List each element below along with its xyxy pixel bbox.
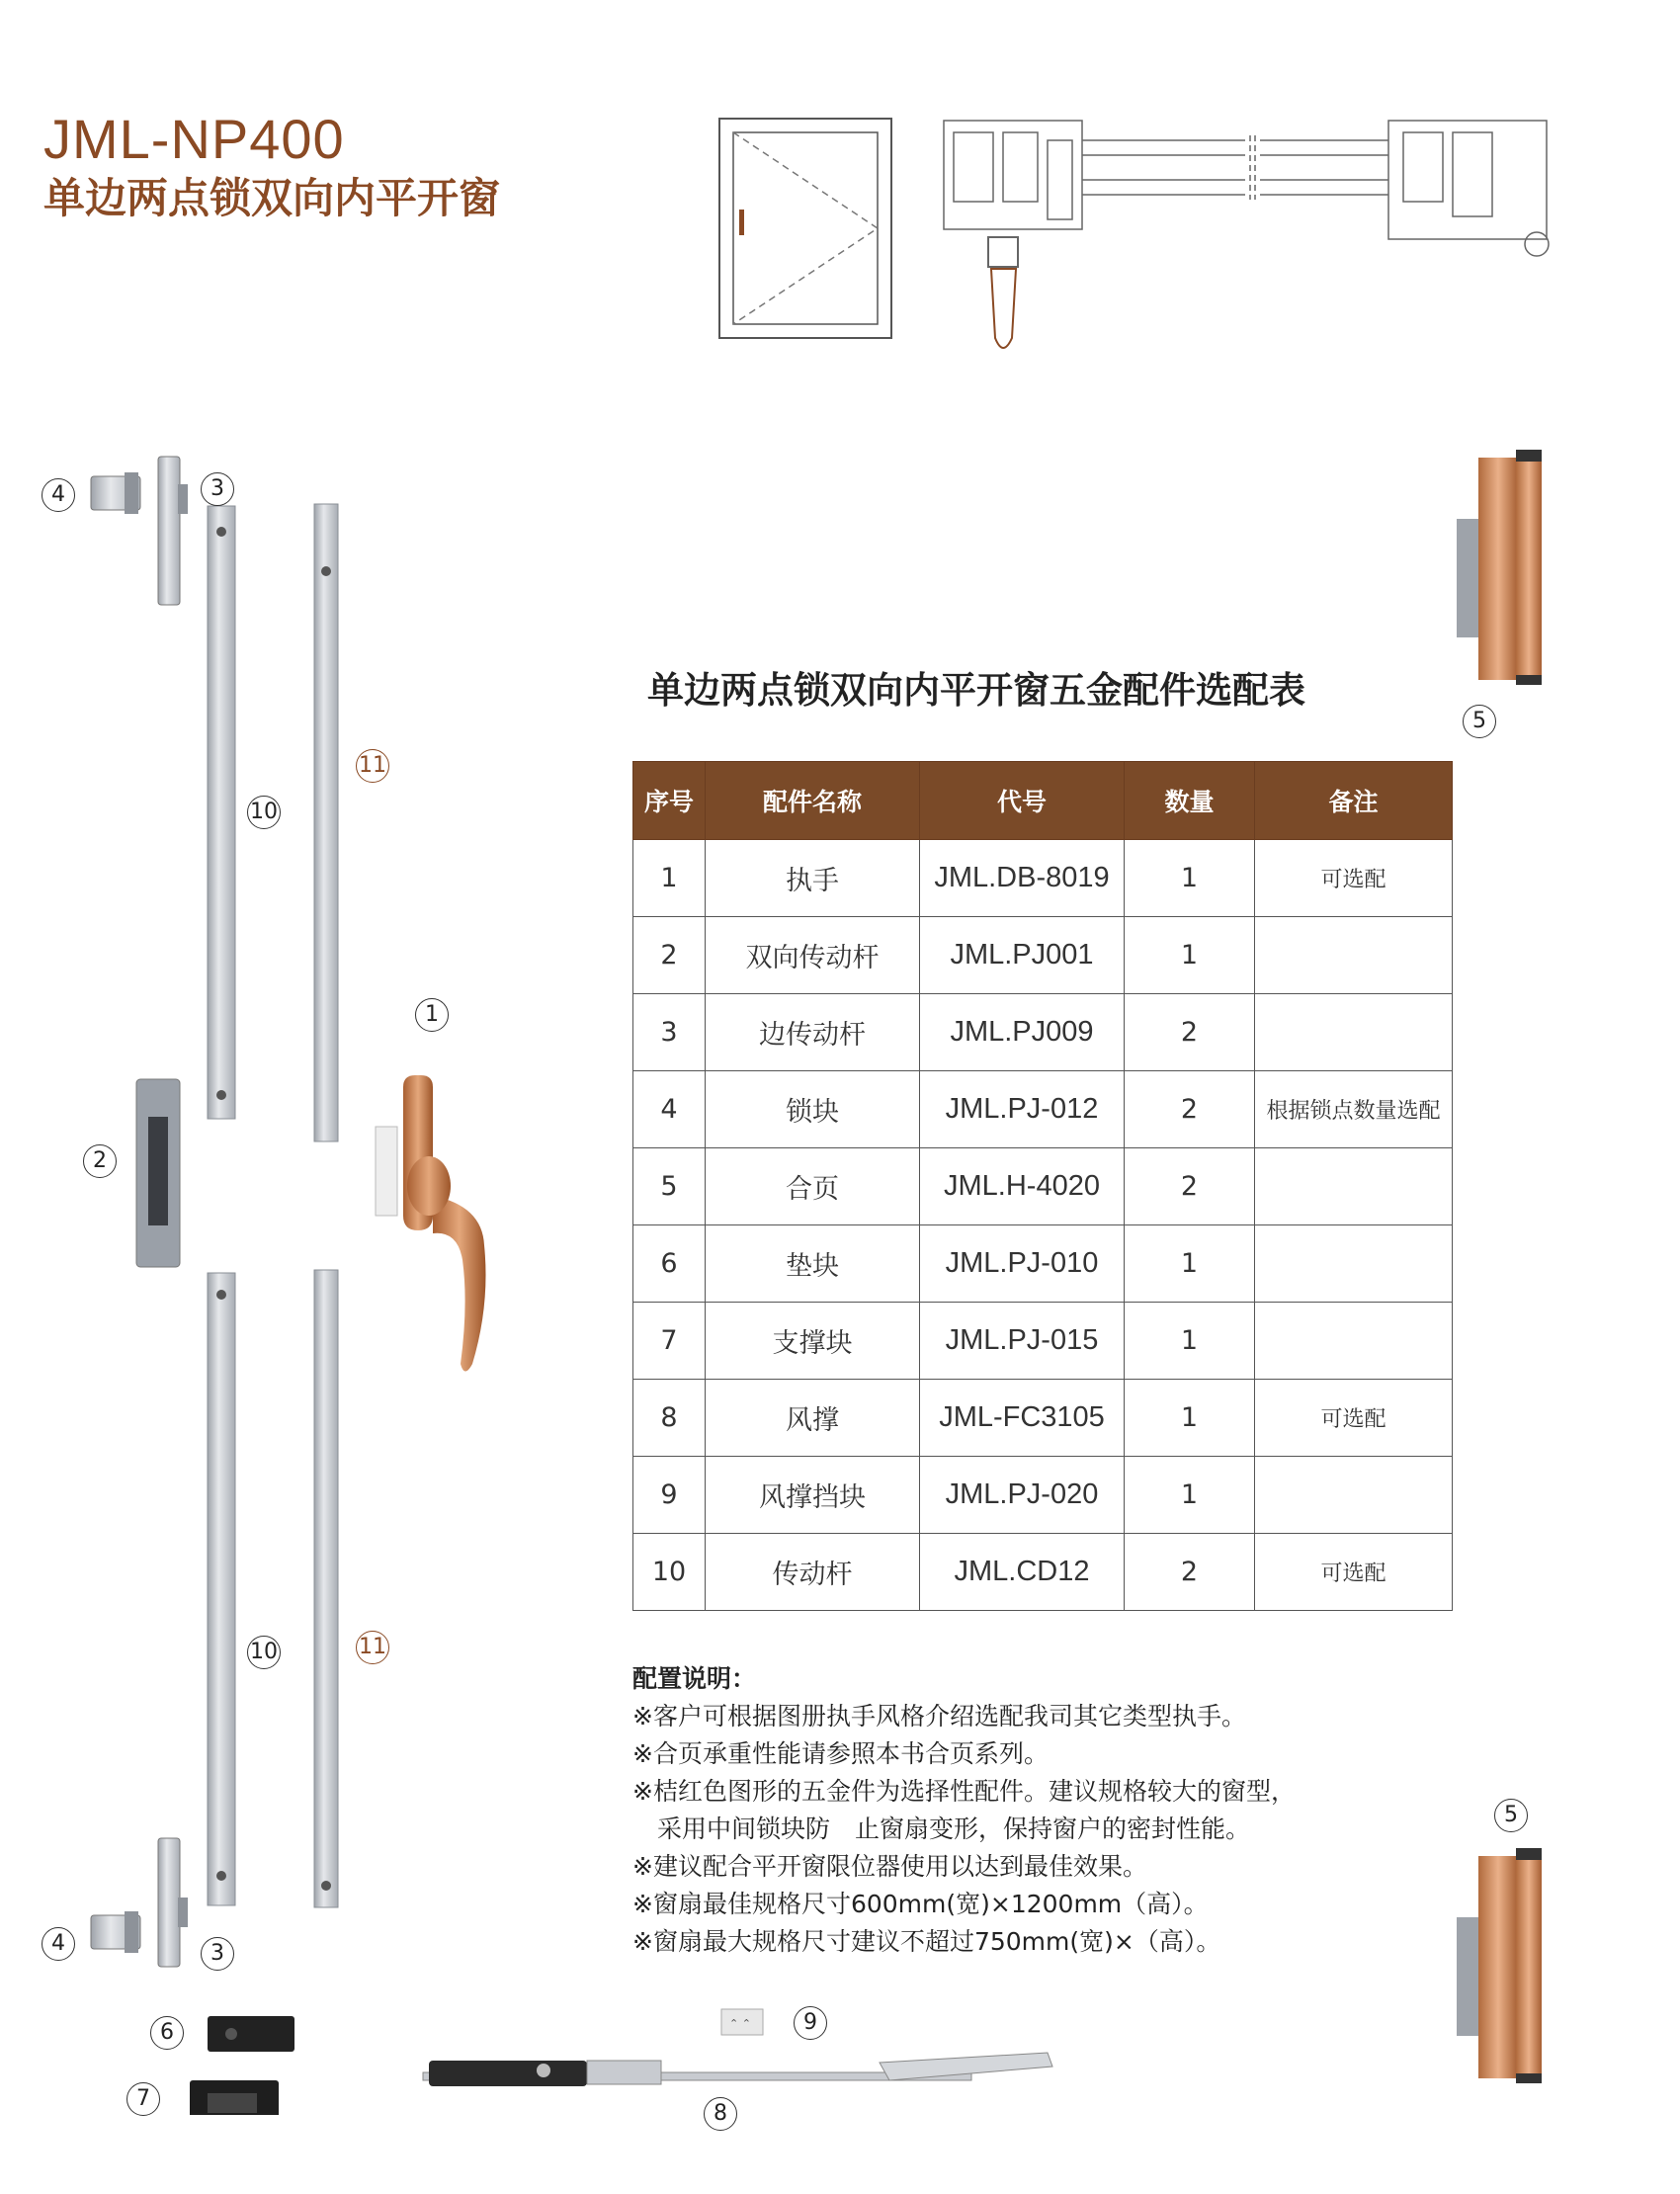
cell-qty: 1	[1125, 1225, 1255, 1303]
cell-qty: 1	[1125, 840, 1255, 917]
cell-no: 3	[633, 994, 706, 1071]
cell-code: JML-FC3105	[920, 1380, 1125, 1457]
cell-name: 垫块	[706, 1225, 920, 1303]
cell-note: 可选配	[1255, 1534, 1453, 1611]
callout-3-bottom: 3	[201, 1937, 234, 1971]
edge-rod-top-icon	[158, 457, 188, 605]
lock-block-bottom-icon	[91, 1911, 140, 1953]
cell-no: 9	[633, 1457, 706, 1534]
table-row	[633, 917, 1453, 994]
callout-11-top: 11	[356, 749, 389, 783]
callout-2: 2	[83, 1144, 117, 1178]
callout-6: 6	[150, 2016, 184, 2050]
note-line: ※窗扇最佳规格尺寸600mm(宽)×1200mm（高）。	[632, 1890, 1209, 1918]
cell-no: 6	[633, 1225, 706, 1303]
table-row	[633, 1380, 1453, 1457]
cell-name: 锁块	[706, 1071, 920, 1148]
window-elevation-diagram	[719, 119, 891, 338]
cell-note	[1255, 1303, 1453, 1380]
edge-rod-bottom-icon	[158, 1838, 188, 1967]
callout-4-bottom: 4	[42, 1927, 75, 1961]
cell-code: JML.CD12	[920, 1534, 1125, 1611]
header-name: 配件名称	[706, 762, 920, 840]
cell-name: 合页	[706, 1148, 920, 1225]
configuration-notes	[632, 1660, 1296, 1961]
cell-no: 8	[633, 1380, 706, 1457]
header-note: 备注	[1255, 762, 1453, 840]
lock-block-top-icon	[91, 472, 140, 514]
notes-heading: 配置说明：	[632, 1664, 757, 1693]
table-row	[633, 840, 1453, 917]
cell-code: JML.PJ001	[920, 917, 1125, 994]
cell-name: 双向传动杆	[706, 917, 920, 994]
callout-7: 7	[126, 2082, 160, 2116]
support-block-icon	[190, 2080, 279, 2115]
table-row	[633, 1534, 1453, 1611]
handle-icon	[374, 1067, 512, 1384]
cell-note	[1255, 1457, 1453, 1534]
cell-name: 风撑挡块	[706, 1457, 920, 1534]
cell-code: JML.H-4020	[920, 1148, 1125, 1225]
cell-code: JML.PJ009	[920, 994, 1125, 1071]
cell-note	[1255, 1225, 1453, 1303]
callout-10-bottom: 10	[247, 1636, 281, 1669]
cell-qty: 2	[1125, 1534, 1255, 1611]
cell-code: JML.PJ-015	[920, 1303, 1125, 1380]
parts-table	[632, 761, 1453, 1611]
callout-3-top: 3	[201, 472, 234, 506]
cell-name: 边传动杆	[706, 994, 920, 1071]
cell-qty: 2	[1125, 994, 1255, 1071]
cell-code: JML.PJ-010	[920, 1225, 1125, 1303]
cell-code: JML.DB-8019	[920, 840, 1125, 917]
cell-no: 4	[633, 1071, 706, 1148]
cell-qty: 2	[1125, 1148, 1255, 1225]
callout-5-top: 5	[1463, 705, 1496, 738]
cell-name: 风撑	[706, 1380, 920, 1457]
note-line: ※桔红色图形的五金件为选择性配件。建议规格较大的窗型，	[632, 1777, 1296, 1806]
note-line: ※建议配合平开窗限位器使用以达到最佳效果。	[632, 1852, 1147, 1881]
cell-qty: 2	[1125, 1071, 1255, 1148]
friction-stay-icon	[415, 2001, 1057, 2090]
callout-9: 9	[794, 2006, 827, 2040]
hinge-top-icon	[1453, 450, 1571, 687]
hinge-bottom-icon	[1453, 1848, 1571, 2085]
cell-no: 2	[633, 917, 706, 994]
header-no: 序号	[633, 762, 706, 840]
cell-no: 1	[633, 840, 706, 917]
cell-qty: 1	[1125, 1457, 1255, 1534]
table-row	[633, 1303, 1453, 1380]
cell-note	[1255, 1148, 1453, 1225]
table-row	[633, 1225, 1453, 1303]
table-row	[633, 994, 1453, 1071]
cell-name: 支撑块	[706, 1303, 920, 1380]
callout-4-top: 4	[42, 478, 75, 512]
cell-no: 5	[633, 1148, 706, 1225]
callout-8: 8	[704, 2097, 737, 2131]
cell-qty: 1	[1125, 1380, 1255, 1457]
header-code: 代号	[920, 762, 1125, 840]
frame-cross-section	[944, 121, 1549, 256]
svg-text:⌃ ⌃: ⌃ ⌃	[729, 2017, 751, 2030]
table-row	[633, 1457, 1453, 1534]
table-row	[633, 1148, 1453, 1225]
cell-qty: 1	[1125, 1303, 1255, 1380]
transmission-rod-upper-left	[208, 506, 235, 1119]
table-title: 单边两点锁双向内平开窗五金配件选配表	[647, 669, 1305, 712]
transmission-rod-upper-right	[314, 504, 338, 1141]
cell-qty: 1	[1125, 917, 1255, 994]
note-line: ※窗扇最大规格尺寸建议不超过750mm(宽)×（高）。	[632, 1927, 1221, 1956]
spacer-block-icon	[208, 2016, 294, 2052]
cell-note	[1255, 994, 1453, 1071]
callout-10-top: 10	[247, 796, 281, 829]
transmission-rod-lower-left	[208, 1273, 235, 1905]
cell-no: 7	[633, 1303, 706, 1380]
cell-note: 可选配	[1255, 1380, 1453, 1457]
cell-note	[1255, 917, 1453, 994]
cell-no: 10	[633, 1534, 706, 1611]
callout-5-bottom: 5	[1494, 1799, 1528, 1832]
header-qty: 数量	[1125, 762, 1255, 840]
product-subtitle: 单边两点锁双向内平开窗	[43, 174, 501, 222]
cell-note: 根据锁点数量选配	[1255, 1071, 1453, 1148]
note-line: ※合页承重性能请参照本书合页系列。	[632, 1739, 1049, 1768]
two-way-rod-icon	[136, 1079, 180, 1267]
note-line: 采用中间锁块防 止窗扇变形，保持窗户的密封性能。	[632, 1814, 1251, 1843]
table-row	[633, 1071, 1453, 1148]
hardware-illustration	[79, 445, 415, 2115]
model-title: JML-NP400	[43, 108, 345, 170]
window-diagrams	[712, 111, 1571, 368]
table-header-row	[633, 762, 1453, 840]
cell-code: JML.PJ-012	[920, 1071, 1125, 1148]
transmission-rod-lower-right	[314, 1270, 338, 1907]
note-line: ※客户可根据图册执手风格介绍选配我司其它类型执手。	[632, 1702, 1246, 1730]
cell-name: 执手	[706, 840, 920, 917]
callout-11-bottom: 11	[356, 1631, 389, 1664]
cell-name: 传动杆	[706, 1534, 920, 1611]
callout-1: 1	[415, 998, 449, 1032]
cell-note: 可选配	[1255, 840, 1453, 917]
cell-code: JML.PJ-020	[920, 1457, 1125, 1534]
handle-section-drawing	[988, 237, 1018, 348]
